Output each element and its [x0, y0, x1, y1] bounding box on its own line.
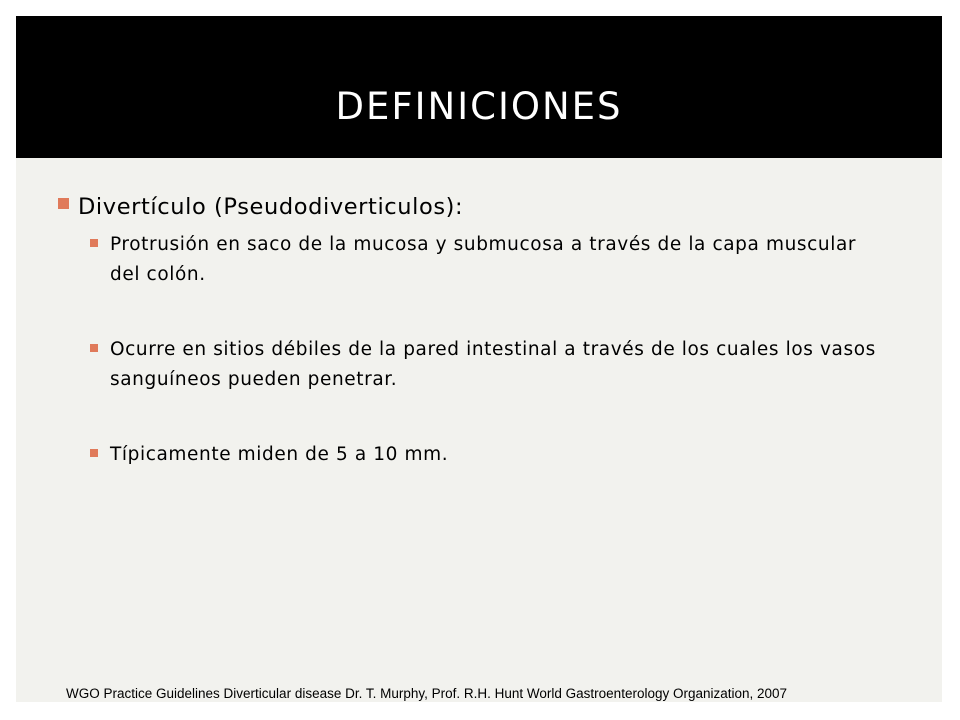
square-bullet-icon — [90, 239, 98, 247]
slide-content — [56, 190, 886, 470]
bullet-item — [56, 440, 886, 470]
bullet-text: Ocurre en sitios débiles de la pared intestinal a través de los cuales los vasos sanguíneos pueden penetrar. — [110, 339, 876, 390]
heading-text: Divertículo (Pseudodiverticulos): — [78, 194, 464, 220]
slide-title: DEFINICIONES — [335, 85, 623, 128]
bullet-item — [56, 230, 886, 290]
square-bullet-icon — [90, 344, 98, 352]
bullet-item — [56, 335, 886, 395]
title-bar — [16, 16, 942, 158]
footer-citation: WGO Practice Guidelines Diverticular disease Dr. T. Murphy, Prof. R.H. Hunt World Gastroenterology Organization, 2007 — [66, 686, 788, 701]
square-bullet-icon — [58, 198, 69, 209]
spacer — [56, 290, 886, 335]
square-bullet-icon — [90, 449, 98, 457]
spacer — [56, 395, 886, 440]
bullet-text: Típicamente miden de 5 a 10 mm. — [110, 444, 449, 465]
heading-item — [56, 190, 886, 224]
bullet-text: Protrusión en saco de la mucosa y submucosa a través de la capa muscular del colón. — [110, 234, 857, 285]
